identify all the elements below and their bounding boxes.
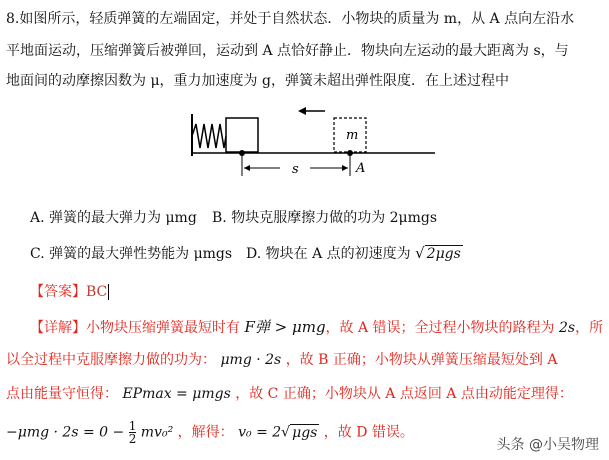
exp-3c: ，故 C 正确；小物块从 A 点返回 A 点由动能定理得：	[235, 386, 573, 402]
answer-tag: 【答案】	[30, 284, 86, 300]
exp-4-sqrt: μgs	[292, 424, 318, 441]
option-c: C. 弹簧的最大弹性势能为 μmgs	[30, 246, 233, 262]
exp-1e: ，所	[575, 320, 604, 336]
block-label: m	[346, 128, 359, 143]
option-d-text: D. 物块在 A 点的初速度为	[246, 246, 411, 262]
exp-2c: ，故 B 正确；小物块从弹簧压缩最短处到 A	[285, 352, 558, 368]
explanation-line-3	[6, 383, 573, 403]
exp-4b: mv₀²	[140, 424, 174, 441]
exp-3b: EPmax = μmgs	[122, 386, 231, 402]
fraction	[129, 420, 137, 445]
question-line-2: 平地面运动，压缩弹簧后被弹回，运动到 A 点恰好静止．物块向左运动的最大距离为 s，与	[6, 43, 569, 59]
watermark: 头条 @小吴物理	[496, 437, 599, 453]
exp-4a: −μmg · 2s = 0 −	[6, 424, 125, 441]
exp-4c: ，解得：	[177, 424, 234, 441]
answer-line	[30, 281, 109, 301]
option-d-sqrt: 2μgs	[426, 246, 461, 262]
exp-1a: 小物块压缩弹簧最短时有	[86, 320, 240, 336]
frac-den: 2	[128, 432, 137, 446]
frac-num: 1	[128, 419, 137, 433]
option-a: A. 弹簧的最大弹力为 μmg	[30, 210, 197, 226]
exp-1b: F弹 > μmg	[244, 318, 326, 336]
exp-1d: 2s	[559, 320, 576, 336]
exp-4e: ，故 D 错误。	[323, 424, 414, 441]
exp-2b: μmg · 2s	[220, 352, 282, 368]
exp-1c: ，故 A 错误；全过程小物块的路程为	[325, 320, 555, 336]
explanation-line-2	[6, 349, 557, 369]
distance-label: s	[292, 162, 299, 177]
explanation-line-1	[30, 316, 603, 337]
exp-2a: 以全过程中克服摩擦力做的功为：	[6, 352, 216, 368]
option-d: D. 物块在 A 点的初速度为 √ 2μgs	[246, 244, 461, 262]
exp-3a: 点由能量守恒得：	[6, 386, 118, 402]
question-line-1: 8.如图所示，轻质弹簧的左端固定，并处于自然状态．小物块的质量为 m，从 A 点向左沿水	[6, 11, 575, 27]
option-b: B. 物块克服摩擦力做的功为 2μmgs	[212, 210, 438, 226]
spring-block-diagram	[180, 96, 440, 186]
point-label: A	[356, 161, 366, 176]
answer-value: BC	[86, 284, 108, 300]
exp-4d: v₀ = 2	[238, 424, 282, 441]
question-line-3: 地面间的动摩擦因数为 μ，重力加速度为 g，弹簧未超出弹性限度．在上述过程中	[6, 73, 509, 89]
explanation-line-4: −μmg · 2s = 0 − $\frac{1}{2}$ mv₀² ，解得： v₀ = 2√ μgs ，故 D 错误。	[6, 419, 414, 446]
explanation-tag: 【详解】	[30, 320, 86, 336]
